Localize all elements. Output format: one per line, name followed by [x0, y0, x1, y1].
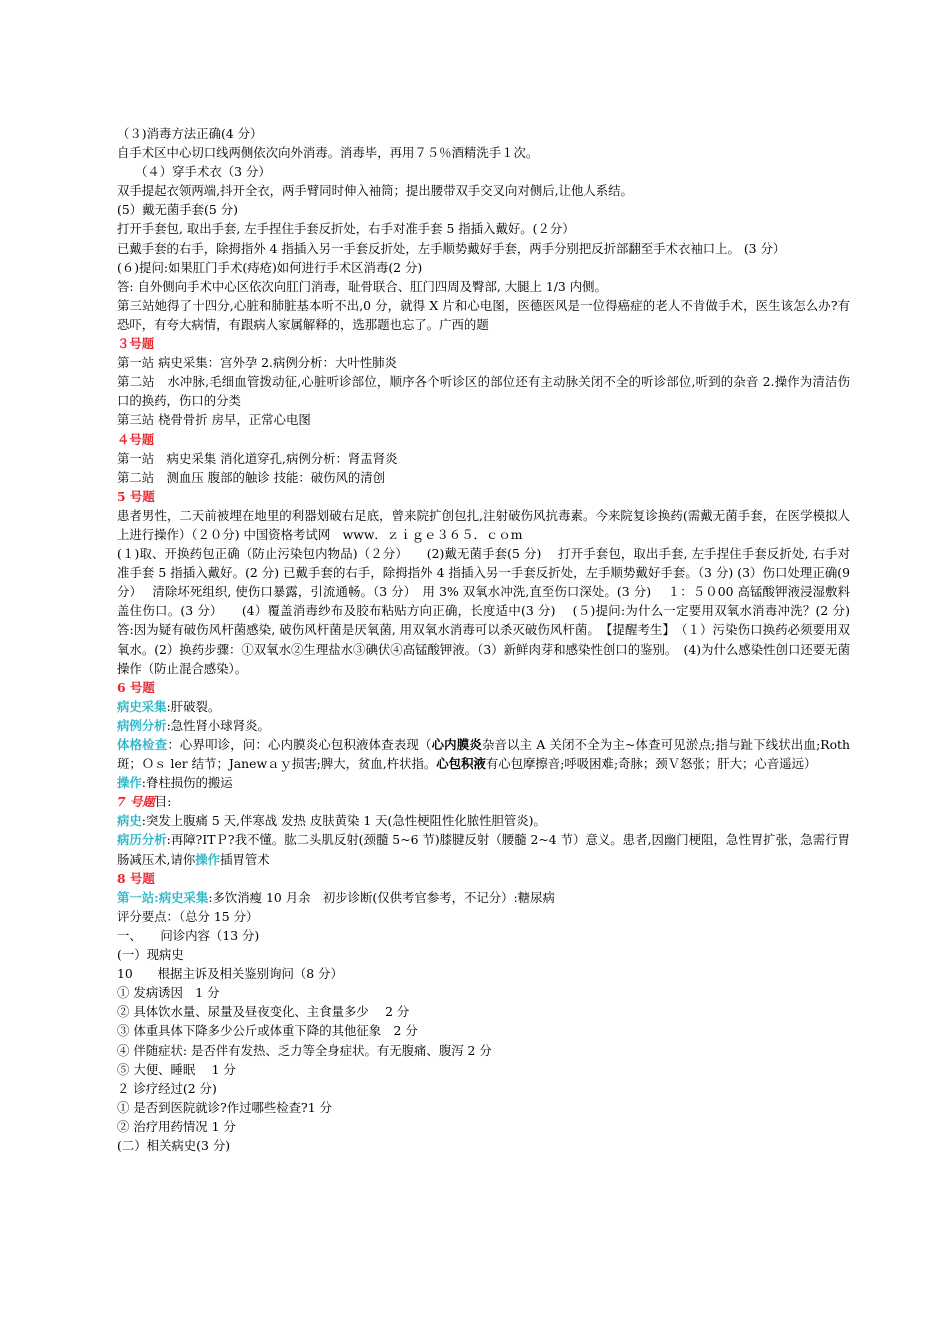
text-line: ① 是否到医院就诊?作过哪些检查?1 分 [117, 1099, 332, 1115]
text-line: (二）相关病史(3 分) [117, 1137, 231, 1153]
text-line: 一、 问诊内容（13 分) [117, 927, 260, 943]
section-title-7 [117, 792, 850, 811]
text-line: (5）戴无菌手套(5 分) [117, 202, 238, 218]
value: ：心界叩诊，问：心内膜炎心包积液体查表现（ [167, 737, 432, 752]
text-line [117, 888, 850, 907]
value: :多饮消瘦 10 月余 初步诊断(仅供考官参考，不记分）:糖尿病 [208, 889, 555, 905]
text-line: ２ 诊疗经过(2 分) [117, 1080, 217, 1096]
text-line: 自手术区中心切口线两侧依次向外消毒。消毒毕，再用７５％酒精洗手１次。 [117, 145, 539, 161]
text-line [117, 697, 850, 716]
section-title-6: 6 号题 [117, 679, 155, 695]
value: :脊柱损伤的搬运 [141, 775, 233, 791]
text-line: ④ 伴随症状: 是否伴有发热、乏力等全身症状。有无腹痛、腹泻 2 分 [117, 1042, 492, 1058]
title-tail: 目: [154, 794, 172, 810]
label-history: 病史采集 [117, 698, 167, 714]
text-line: (６)提问:如果肛门手术(痔疮)如何进行手术区消毒(2 分) [117, 259, 423, 275]
paragraph: 患者男性，二天前被埋在地里的利器划破右足底，曾来院扩创包扎,注射破伤风抗毒素。今来院复诊换药(需戴无菌手套，在医学模拟人上进行操作）（２０分) 中国资格考试网 www．ｚｉｇｅ３６５．ｃｏm [117, 507, 850, 542]
text-line [117, 811, 850, 830]
bold-term: 心内膜炎 [431, 737, 482, 752]
label-case-analysis: 病例分析 [117, 717, 167, 733]
section-title-3: ３号题 [117, 336, 155, 352]
document-body [117, 124, 850, 1155]
value: :急性肾小球肾炎。 [166, 717, 270, 733]
value: 杂音以主 A 关闭不全为主~体查可见淤点;指与趾下线状出血;Roth 斑；Ｏｓ ler 结节；Janewａｙ损害;脾大，贫血,杵状指。 [117, 737, 851, 772]
text-line: ③ 体重具体下降多少公斤或体重下降的其他征象 2 分 [117, 1023, 418, 1039]
value: :突发上腹痛 5 天,伴寒战 发热 皮肤黄染 1 天(急性梗阻性化脓性胆管炎)。 [141, 813, 546, 829]
label-history: 病史 [117, 813, 142, 829]
text-line: 第三站 桡骨骨折 房早，正常心电图 [117, 412, 311, 428]
paragraph [117, 735, 850, 773]
label-case-analysis: 病历分析 [117, 832, 167, 848]
section-title: 7 号题 [117, 794, 155, 810]
paragraph [117, 830, 850, 868]
bold-term: 心包积液 [436, 756, 486, 772]
text-line: ⑤ 大便、睡眠 1 分 [117, 1061, 236, 1077]
section-title-8: 8 号题 [117, 870, 155, 886]
text-line: （４）穿手术衣（3 分） [135, 164, 271, 180]
section-title-4: ４号题 [117, 431, 155, 447]
text-line: 答: 自外侧向手术中心区依次向肛门消毒，耻骨联合、肛门四周及臀部, 大腿上 1/3 内侧。 [117, 278, 607, 294]
value: :再障?ITＰ?我不懂。肱二头肌反射(颈髓 5~6 节)膝腱反射（腰髓 2~4 节）意义。患者,因幽门梗阻，急性胃扩张，急需行胃肠减压术,请你 [117, 832, 851, 867]
text-line: ① 发病诱因 1 分 [117, 985, 220, 1001]
text-line: (一）现病史 [117, 947, 184, 963]
text-line: ② 治疗用药情况 1 分 [117, 1118, 236, 1134]
text-line: （３)消毒方法正确(4 分） [117, 126, 263, 141]
text-line [117, 716, 850, 735]
text-line: 评分要点：（总分 15 分） [117, 908, 259, 924]
text-line: 打开手套包, 取出手套, 左手捏住手套反折处，右手对准手套 5 指插入戴好。(２分） [117, 221, 575, 237]
text-line: 第二站 测血压 腹部的触诊 技能：破伤风的清创 [117, 469, 386, 485]
paragraph: 第三站她得了十四分,心脏和肺脏基本听不出,0 分，就得 X 片和心电图，医德医风是一位得癌症的老人不肯做手术，医生该怎么办?有恐吓，有夸大病情，有跟病人家属解释的，选那题也忘了。广西的题 [117, 297, 850, 332]
paragraph: 第二站 水冲脉,毛细血管拨动征,心脏听诊部位，顺序各个听诊区的部位还有主动脉关闭不全的听诊部位,听到的杂音 2.操作为清洁伤口的换药，伤口的分类 [117, 374, 850, 409]
text-line: ② 具体饮水量、尿量及昼夜变化、主食量多少 2 分 [117, 1004, 410, 1020]
label-operation: 操作 [117, 775, 142, 791]
paragraph: 已戴手套的右手，除拇指外 4 指插入另一手套反折处，左手顺势戴好手套，两手分别把反折部翻至手术衣袖口上。 (3 分） [117, 240, 786, 256]
paragraph: (１)取、开换药包正确（防止污染包内物品)（２分） (2)戴无菌手套(5 分) 打开手套包，取出手套, 左手捏住手套反折处, 右手对准手套 5 指插入戴好。(2 分) 已戴手套的右手，除拇指外 4 指插入另一手套反折处，左手顺势戴好手套。（3 分) (3）伤口处理正确(9 分） 清除坏死组织, 使伤口暴露，引流通畅。（3 分） 用 3% 双氧水冲洗,直至伤口深处。(3 分) １：５０00 高锰酸钾液浸湿敷料盖住伤口。(3 分） (4）覆盖消毒纱布及胶布粘贴方向正确，长度适中(3 分) (５)提问:为什么一定要用双氧水消毒冲洗？(2 分) 答:因为疑有破伤风杆菌感染, 破伤风杆菌是厌氧菌, 用双氧水消毒可以杀灭破伤风杆菌。 【提醒考生】 （１）污染伤口换药必须要用双氧水。(2）换药步骤：①双氧水②生理盐水③碘伏④高锰酸钾液。（3）新鲜肉芽和感染性创口的鉴别。 (4)为什么感染性创口还要无菌操作（防止混合感染）。 [117, 546, 850, 676]
value: 插胃管术 [220, 851, 270, 867]
text-line [117, 773, 850, 792]
label-station-history: 第一站:病史采集 [117, 889, 209, 905]
value: 有心包摩擦音;呼吸困难;奇脉；颈Ｖ怒张；肝大；心音遥远） [485, 756, 817, 772]
text-line: 双手提起衣领两端,抖开全衣，两手臂同时伸入袖筒；提出腰带双手交叉向对侧后,让他人系结。 [117, 183, 633, 199]
text-line: 第一站 病史采集：宫外孕 2.病例分析：大叶性肺炎 [117, 355, 397, 371]
text-line: 10 根据主诉及相关鉴别询问（8 分） [117, 966, 343, 982]
label-physical-exam: 体格检查 [117, 737, 168, 752]
section-title-5: 5 号题 [117, 488, 155, 504]
label-operation: 操作 [195, 851, 221, 867]
text-line: 第一站 病史采集 消化道穿孔,病例分析：肾盂肾炎 [117, 450, 398, 466]
value: :肝破裂。 [166, 698, 221, 714]
